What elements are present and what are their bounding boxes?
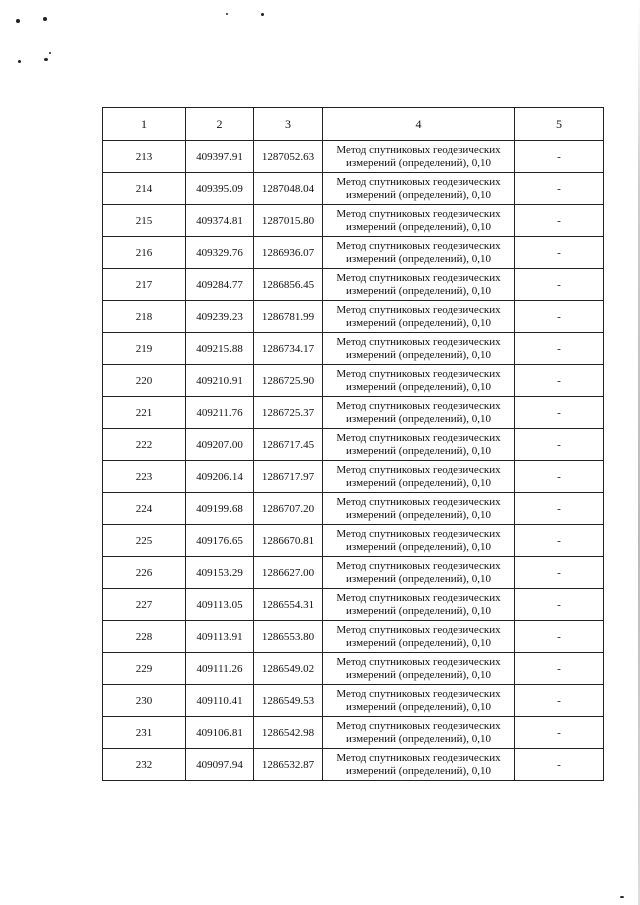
point-number-cell: 231: [103, 717, 186, 749]
y-coordinate-cell: 1287052.63: [254, 141, 323, 173]
method-cell: Метод спутниковых геодезических измерений (определений), 0,10: [323, 685, 515, 717]
table-body: [103, 141, 604, 781]
method-cell: Метод спутниковых геодезических измерений (определений), 0,10: [323, 653, 515, 685]
table-row: [103, 333, 604, 365]
method-cell: Метод спутниковых геодезических измерений (определений), 0,10: [323, 365, 515, 397]
y-coordinate-cell: 1286549.02: [254, 653, 323, 685]
y-coordinate-cell: 1286781.99: [254, 301, 323, 333]
y-coordinate-cell: 1286670.81: [254, 525, 323, 557]
remark-cell: -: [515, 461, 604, 493]
point-number-cell: 232: [103, 749, 186, 781]
x-coordinate-cell: 409284.77: [186, 269, 254, 301]
point-number-cell: 217: [103, 269, 186, 301]
remark-cell: -: [515, 397, 604, 429]
y-coordinate-cell: 1286725.90: [254, 365, 323, 397]
remark-cell: -: [515, 237, 604, 269]
point-number-cell: 219: [103, 333, 186, 365]
x-coordinate-cell: 409097.94: [186, 749, 254, 781]
remark-cell: -: [515, 365, 604, 397]
point-number-cell: 230: [103, 685, 186, 717]
x-coordinate-cell: 409153.29: [186, 557, 254, 589]
remark-cell: -: [515, 525, 604, 557]
remark-cell: -: [515, 269, 604, 301]
point-number-cell: 225: [103, 525, 186, 557]
point-number-cell: 216: [103, 237, 186, 269]
header-col-4: 4: [323, 108, 515, 141]
y-coordinate-cell: 1286707.20: [254, 493, 323, 525]
coordinates-table: [102, 107, 604, 781]
x-coordinate-cell: 409374.81: [186, 205, 254, 237]
remark-cell: -: [515, 173, 604, 205]
point-number-cell: 228: [103, 621, 186, 653]
x-coordinate-cell: 409199.68: [186, 493, 254, 525]
scan-speck: [261, 13, 264, 16]
y-coordinate-cell: 1286936.07: [254, 237, 323, 269]
method-cell: Метод спутниковых геодезических измерений (определений), 0,10: [323, 269, 515, 301]
scan-speck: [49, 52, 51, 54]
header-col-5: 5: [515, 108, 604, 141]
header-row: [103, 108, 604, 141]
remark-cell: -: [515, 429, 604, 461]
point-number-cell: 220: [103, 365, 186, 397]
method-cell: Метод спутниковых геодезических измерений (определений), 0,10: [323, 621, 515, 653]
point-number-cell: 214: [103, 173, 186, 205]
y-coordinate-cell: 1286549.53: [254, 685, 323, 717]
table-row: [103, 653, 604, 685]
point-number-cell: 226: [103, 557, 186, 589]
remark-cell: -: [515, 653, 604, 685]
remark-cell: -: [515, 621, 604, 653]
x-coordinate-cell: 409215.88: [186, 333, 254, 365]
point-number-cell: 227: [103, 589, 186, 621]
remark-cell: -: [515, 749, 604, 781]
remark-cell: -: [515, 141, 604, 173]
method-cell: Метод спутниковых геодезических измерений (определений), 0,10: [323, 173, 515, 205]
point-number-cell: 221: [103, 397, 186, 429]
method-cell: Метод спутниковых геодезических измерений (определений), 0,10: [323, 141, 515, 173]
y-coordinate-cell: 1286553.80: [254, 621, 323, 653]
remark-cell: -: [515, 493, 604, 525]
remark-cell: -: [515, 717, 604, 749]
table-row: [103, 205, 604, 237]
point-number-cell: 223: [103, 461, 186, 493]
table-row: [103, 749, 604, 781]
remark-cell: -: [515, 333, 604, 365]
table-row: [103, 685, 604, 717]
scan-speck: [16, 19, 20, 23]
remark-cell: -: [515, 301, 604, 333]
x-coordinate-cell: 409110.41: [186, 685, 254, 717]
header-col-1: 1: [103, 108, 186, 141]
method-cell: Метод спутниковых геодезических измерений (определений), 0,10: [323, 429, 515, 461]
point-number-cell: 213: [103, 141, 186, 173]
table-row: [103, 525, 604, 557]
method-cell: Метод спутниковых геодезических измерений (определений), 0,10: [323, 525, 515, 557]
method-cell: Метод спутниковых геодезических измерений (определений), 0,10: [323, 205, 515, 237]
point-number-cell: 224: [103, 493, 186, 525]
remark-cell: -: [515, 685, 604, 717]
method-cell: Метод спутниковых геодезических измерений (определений), 0,10: [323, 717, 515, 749]
method-cell: Метод спутниковых геодезических измерений (определений), 0,10: [323, 301, 515, 333]
point-number-cell: 222: [103, 429, 186, 461]
method-cell: Метод спутниковых геодезических измерений (определений), 0,10: [323, 461, 515, 493]
x-coordinate-cell: 409207.00: [186, 429, 254, 461]
method-cell: Метод спутниковых геодезических измерений (определений), 0,10: [323, 493, 515, 525]
y-coordinate-cell: 1286717.45: [254, 429, 323, 461]
point-number-cell: 215: [103, 205, 186, 237]
method-cell: Метод спутниковых геодезических измерений (определений), 0,10: [323, 397, 515, 429]
scan-speck: [620, 896, 624, 898]
table-row: [103, 493, 604, 525]
y-coordinate-cell: 1287015.80: [254, 205, 323, 237]
y-coordinate-cell: 1286856.45: [254, 269, 323, 301]
method-cell: Метод спутниковых геодезических измерений (определений), 0,10: [323, 237, 515, 269]
x-coordinate-cell: 409111.26: [186, 653, 254, 685]
table-row: [103, 621, 604, 653]
x-coordinate-cell: 409211.76: [186, 397, 254, 429]
x-coordinate-cell: 409395.09: [186, 173, 254, 205]
y-coordinate-cell: 1286542.98: [254, 717, 323, 749]
y-coordinate-cell: 1286627.00: [254, 557, 323, 589]
point-number-cell: 218: [103, 301, 186, 333]
y-coordinate-cell: 1286532.87: [254, 749, 323, 781]
x-coordinate-cell: 409176.65: [186, 525, 254, 557]
y-coordinate-cell: 1287048.04: [254, 173, 323, 205]
header-col-3: 3: [254, 108, 323, 141]
y-coordinate-cell: 1286554.31: [254, 589, 323, 621]
y-coordinate-cell: 1286725.37: [254, 397, 323, 429]
table-row: [103, 301, 604, 333]
scan-speck: [226, 13, 228, 15]
table-row: [103, 397, 604, 429]
table-row: [103, 269, 604, 301]
remark-cell: -: [515, 589, 604, 621]
remark-cell: -: [515, 205, 604, 237]
method-cell: Метод спутниковых геодезических измерений (определений), 0,10: [323, 557, 515, 589]
scan-speck: [18, 60, 21, 63]
table-row: [103, 589, 604, 621]
x-coordinate-cell: 409397.91: [186, 141, 254, 173]
x-coordinate-cell: 409113.91: [186, 621, 254, 653]
method-cell: Метод спутниковых геодезических измерений (определений), 0,10: [323, 333, 515, 365]
y-coordinate-cell: 1286717.97: [254, 461, 323, 493]
x-coordinate-cell: 409106.81: [186, 717, 254, 749]
table-row: [103, 365, 604, 397]
x-coordinate-cell: 409113.05: [186, 589, 254, 621]
table-row: [103, 141, 604, 173]
x-coordinate-cell: 409210.91: [186, 365, 254, 397]
scan-speck: [43, 17, 47, 21]
table-row: [103, 173, 604, 205]
y-coordinate-cell: 1286734.17: [254, 333, 323, 365]
x-coordinate-cell: 409329.76: [186, 237, 254, 269]
scan-speck: [44, 58, 48, 61]
method-cell: Метод спутниковых геодезических измерений (определений), 0,10: [323, 749, 515, 781]
table-row: [103, 717, 604, 749]
table-row: [103, 557, 604, 589]
header-col-2: 2: [186, 108, 254, 141]
table-row: [103, 429, 604, 461]
x-coordinate-cell: 409206.14: [186, 461, 254, 493]
table-row: [103, 237, 604, 269]
point-number-cell: 229: [103, 653, 186, 685]
table-row: [103, 461, 604, 493]
x-coordinate-cell: 409239.23: [186, 301, 254, 333]
remark-cell: -: [515, 557, 604, 589]
method-cell: Метод спутниковых геодезических измерений (определений), 0,10: [323, 589, 515, 621]
